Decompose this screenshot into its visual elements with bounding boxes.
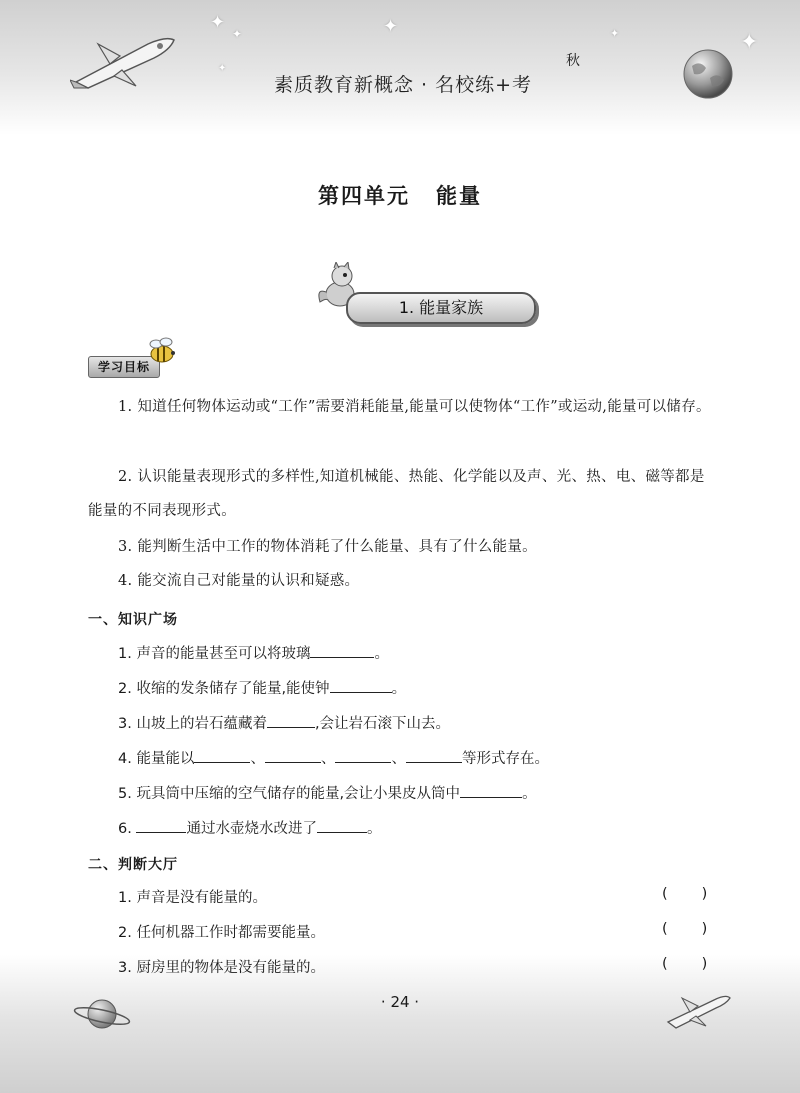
sparkle-icon: ✦ (232, 27, 243, 41)
judge-question-1: 1. 声音是没有能量的。 (118, 890, 267, 906)
answer-blank[interactable] (267, 713, 315, 728)
answer-blank[interactable] (194, 748, 250, 763)
unit-number: 第四单元 (318, 184, 410, 208)
answer-blank[interactable] (406, 748, 462, 763)
sparkle-icon: ✦ (740, 30, 759, 55)
season-label: 秋 (566, 53, 580, 69)
answer-blank[interactable] (335, 748, 391, 763)
goal-item: 4. 能交流自己对能量的认识和疑惑。 (118, 573, 360, 589)
unit-name: 能量 (436, 184, 482, 208)
fill-question-2: 2. 收缩的发条储存了能量,能使钟 。 (118, 677, 406, 698)
answer-blank[interactable] (265, 748, 321, 763)
sparkle-icon: ✦ (383, 16, 399, 37)
series-title: 素质教育新概念 · 名校练+考 (273, 74, 533, 96)
page-number: · 24 · (380, 993, 420, 1011)
answer-blank[interactable] (460, 783, 522, 798)
goal-item: 2. 认识能量表现形式的多样性,知道机械能、热能、化学能以及声、光、热、电、磁等都是能量的不同表现形式。 (88, 469, 705, 519)
fill-question-5: 5. 玩具筒中压缩的空气储存的能量,会让小果皮从筒中 。 (118, 782, 537, 803)
answer-blank[interactable] (317, 818, 367, 833)
answer-parentheses[interactable]: ( ) (662, 886, 708, 902)
sparkle-icon: ✦ (210, 12, 226, 33)
judge-question-3: 3. 厨房里的物体是没有能量的。 (118, 960, 325, 976)
judge-question-2: 2. 任何机器工作时都需要能量。 (118, 925, 325, 941)
answer-parentheses[interactable]: ( ) (662, 956, 708, 972)
section-title-judgement: 二、判断大厅 (88, 857, 178, 873)
goal-item: 1. 知道任何物体运动或“工作”需要消耗能量,能量可以使物体“工作”或运动,能量可以储存。 (118, 399, 711, 415)
answer-blank[interactable] (330, 678, 392, 693)
answer-parentheses[interactable]: ( ) (662, 921, 708, 937)
sparkle-icon: ✦ (610, 27, 620, 40)
fill-question-4: 4. 能量能以 、 、 、 等形式存在。 (118, 747, 549, 768)
unit-title (0, 180, 800, 210)
globe-icon (682, 48, 734, 100)
section-title-knowledge: 一、知识广场 (88, 612, 178, 628)
lesson-banner: 1. 能量家族 (346, 292, 536, 324)
goal-item: 3. 能判断生活中工作的物体消耗了什么能量、具有了什么能量。 (118, 539, 537, 555)
space-shuttle-icon (664, 990, 734, 1030)
answer-blank[interactable] (310, 643, 374, 658)
sparkle-icon: ✦ (218, 63, 227, 74)
fill-question-3: 3. 山坡上的岩石蕴藏着 ,会让岩石滚下山去。 (118, 712, 450, 733)
space-shuttle-icon (70, 30, 180, 92)
learning-goals-tag: 学习目标 (88, 356, 160, 378)
bee-icon (144, 336, 178, 366)
fill-question-6: 6. 通过水壶烧水改进了 。 (118, 817, 381, 838)
answer-blank[interactable] (136, 818, 186, 833)
fill-question-1: 1. 声音的能量甚至可以将玻璃 。 (118, 642, 389, 663)
